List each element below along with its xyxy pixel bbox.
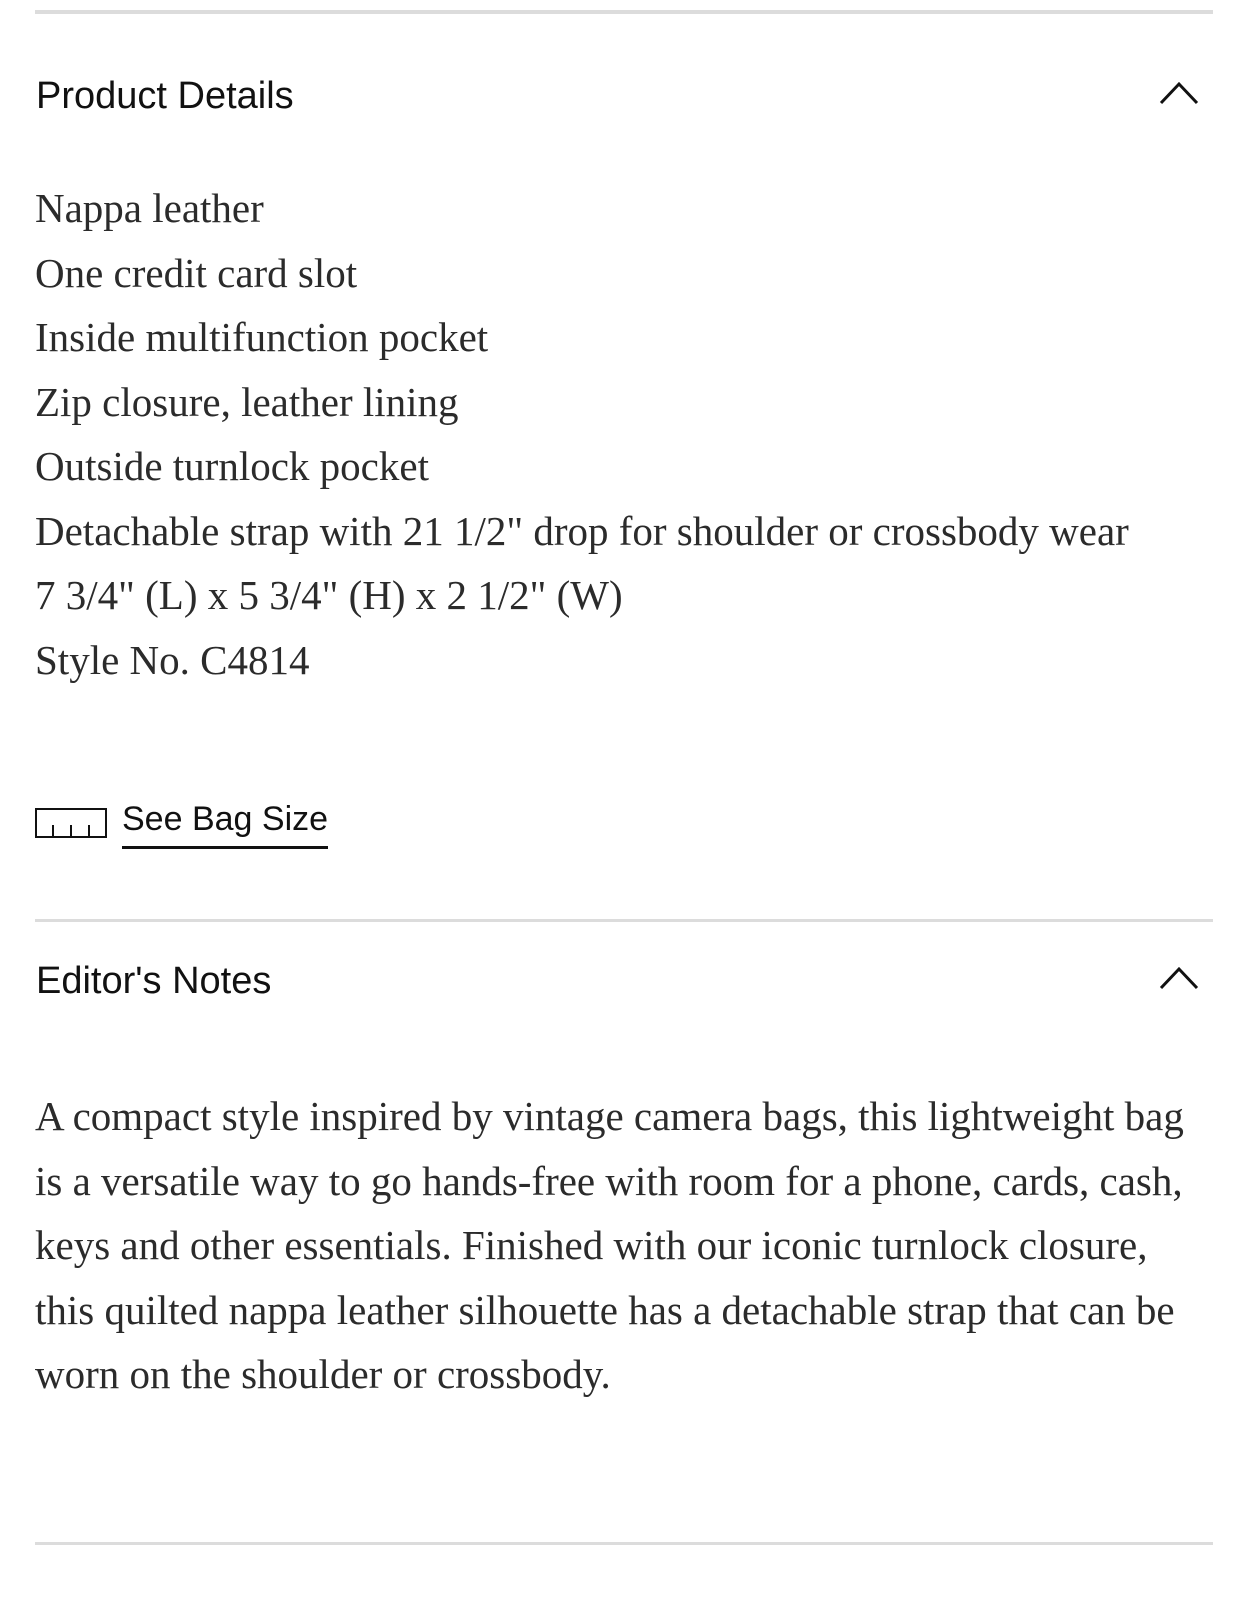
see-bag-size-row xyxy=(35,798,328,858)
product-details-header[interactable] xyxy=(35,66,1213,126)
bottom-divider xyxy=(35,1542,1213,1545)
editors-notes-title: Editor's Notes xyxy=(36,960,272,1002)
top-divider xyxy=(35,10,1213,14)
detail-item: Detachable strap with 21 1/2" drop for shoulder or crossbody wear xyxy=(35,507,1129,554)
editors-notes-text: A compact style inspired by vintage camera bags, this lightweight bag is a versatile way to go hands-free with room for a phone, cards, cash, keys and other essentials. Finished with our iconic turnlock closure, this quilted nappa leather silhouette has a detachable strap that can be worn on the shoulder or crossbody. xyxy=(35,1093,1184,1397)
product-info-accordion xyxy=(35,0,1213,1600)
chevron-up-icon[interactable] xyxy=(1159,80,1199,106)
product-details-title: Product Details xyxy=(36,75,294,117)
section-divider xyxy=(35,919,1213,922)
editors-notes-header[interactable] xyxy=(35,951,1213,1011)
ruler-icon xyxy=(35,808,107,838)
see-bag-size-link[interactable]: See Bag Size xyxy=(122,798,328,849)
detail-item: Zip closure, leather lining xyxy=(35,378,459,425)
detail-item: Inside multifunction pocket xyxy=(35,314,489,360)
detail-item: Style No. C4814 xyxy=(35,636,310,683)
chevron-up-icon[interactable] xyxy=(1159,965,1199,991)
detail-item: Outside turnlock pocket xyxy=(35,443,429,489)
detail-item: Nappa leather xyxy=(35,185,264,231)
detail-item: 7 3/4" (L) x 5 3/4" (H) x 2 1/2" (W) xyxy=(35,572,623,618)
product-details-list xyxy=(35,176,1213,692)
detail-item: One credit card slot xyxy=(35,249,358,296)
